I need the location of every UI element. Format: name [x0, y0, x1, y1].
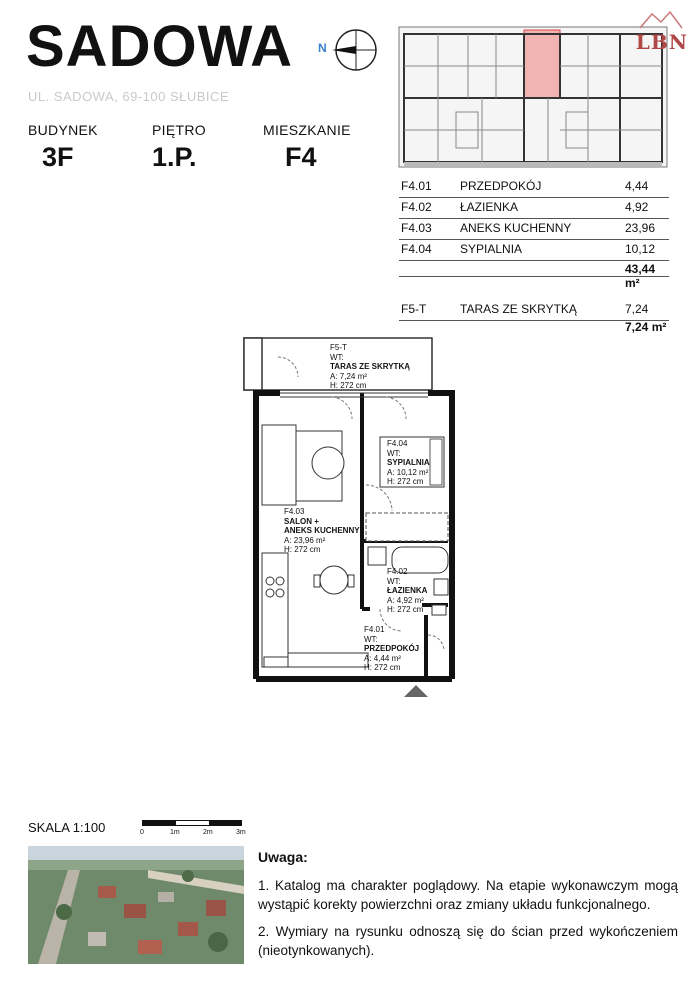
note-item: 1. Katalog ma charakter poglądowy. Na etapie wykonawczym mogą wystąpić korekty powierzchni oraz zmiany układu funkcjonalnego.: [258, 878, 678, 912]
table-row: F5-T TARAS ZE SKRYTKĄ 7,24: [399, 300, 669, 321]
table-row: F4.03 ANEKS KUCHENNY 23,96: [399, 219, 669, 240]
scale-label: SKALA 1:100: [28, 820, 106, 835]
compass: [318, 28, 378, 72]
table-row: F4.01 PRZEDPOKÓJ 4,44: [399, 177, 669, 198]
plan-label-hall: F4.01 WT: PRZEDPOKÓJ A: 4,44 m² H: 272 cm: [364, 625, 420, 672]
key-plan: [398, 26, 668, 168]
entrance-arrow: [404, 685, 428, 697]
rooms-total: 43,44 m²: [625, 262, 656, 290]
key-plan-highlight: [524, 30, 560, 98]
scale-tick: 1m: [170, 829, 180, 836]
logo-roof-icon: [636, 10, 686, 30]
building-label: BUDYNEK: [28, 122, 98, 138]
scale-tick: 2m: [203, 829, 213, 836]
rooms-table: [399, 177, 669, 290]
scale-tick: 0: [140, 829, 144, 836]
scale-bar: [142, 820, 242, 826]
plan-label-living: F4.03 SALON + ANEKS KUCHENNY A: 23,96 m² H: 272 cm: [284, 507, 360, 554]
compass-north-letter: N: [318, 41, 327, 55]
plan-label-terrace: F5-T WT: TARAS ZE SKRYTKĄ A: 7,24 m² H: 272 cm: [330, 343, 410, 390]
plan-label-bathroom: F4.02 WT: ŁAZIENKA A: 4,92 m² H: 272 cm: [387, 567, 428, 614]
apartment-label: MIESZKANIE: [263, 122, 351, 138]
terrace-table: [399, 300, 669, 336]
aerial-photo: [28, 846, 244, 964]
table-row: F4.02 ŁAZIENKA 4,92: [399, 198, 669, 219]
note-item: 2. Wymiary na rysunku odnoszą się do ścian przed wykończeniem (nieotynkowanych).: [258, 924, 678, 958]
apartment-value: F4: [285, 142, 317, 172]
notes-title: Uwaga:: [258, 849, 308, 865]
logo: LBN: [635, 30, 688, 54]
floor-label: PIĘTRO: [152, 122, 206, 138]
floor-value: 1.P.: [152, 142, 197, 172]
project-title: SADOWA: [26, 14, 293, 79]
table-row: F4.04 SYPIALNIA 10,12: [399, 240, 669, 261]
scale-tick: 3m: [236, 829, 246, 836]
address: UL. SADOWA, 69-100 SŁUBICE: [28, 89, 230, 104]
terrace-total: 7,24 m²: [625, 320, 667, 334]
building-value: 3F: [42, 142, 74, 172]
compass-icon: [330, 28, 378, 72]
plan-label-bedroom: F4.04 WT: SYPIALNIA A: 10,12 m² H: 272 cm: [387, 439, 430, 486]
